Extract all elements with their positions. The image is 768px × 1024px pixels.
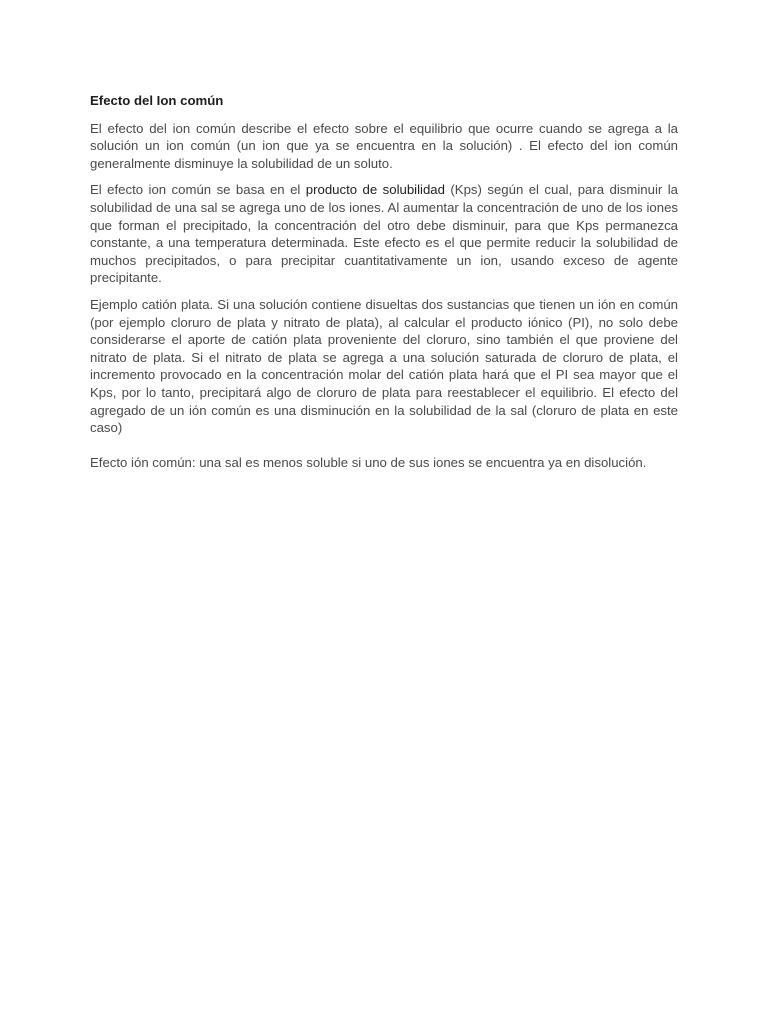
paragraph-kps-after: (Kps) según el cual, para disminuir la solubilidad de una sal se agrega uno de los iones. Al aumentar la concentración de uno de los iones que forman el precipitado, la concentración del otro debe disminuir, para que Kps permanezca constante, a una temperatura determinada. Este efecto es el que permite reducir la solubilidad de muchos precipitados, o para precipitar cuantitativamente un ion, usando exceso de agente precipitante. <box>90 182 678 286</box>
document-title: Efecto del Ion común <box>90 93 224 108</box>
paragraph-kps <box>90 181 678 287</box>
paragraph-summary: Efecto ión común: una sal es menos soluble si uno de sus iones se encuentra ya en disolución. <box>90 454 647 470</box>
producto-de-solubilidad-link[interactable]: producto de solubilidad <box>305 182 445 198</box>
paragraph-example: Ejemplo catión plata. Si una solución contiene disueltas dos sustancias que tienen un ión en común (por ejemplo cloruro de plata y nitrato de plata), al calcular el producto iónico (PI), no solo debe considerarse el aporte de catión plata proveniente del cloruro, sino también el que proviene del nitrato de plata. Si el nitrato de plata se agrega a una solución saturada de cloruro de plata, el incremento provocado en la concentración molar del catión plata hará que el PI sea mayor que el Kps, por lo tanto, precipitará algo de cloruro de plata para reestablecer el equilibrio. El efecto del agregado de un ión común es una disminución en la solubilidad de la sal (cloruro de plata en este caso) <box>90 296 678 436</box>
paragraph-definition: El efecto del ion común describe el efecto sobre el equilibrio que ocurre cuando se agrega a la solución un ion común (un ion que ya se encuentra en la solución) . El efecto del ion común generalmente disminuye la solubilidad de un soluto. <box>90 120 678 171</box>
document-body <box>90 92 678 480</box>
paragraph-kps-before: El efecto ion común se basa en el <box>90 182 306 198</box>
